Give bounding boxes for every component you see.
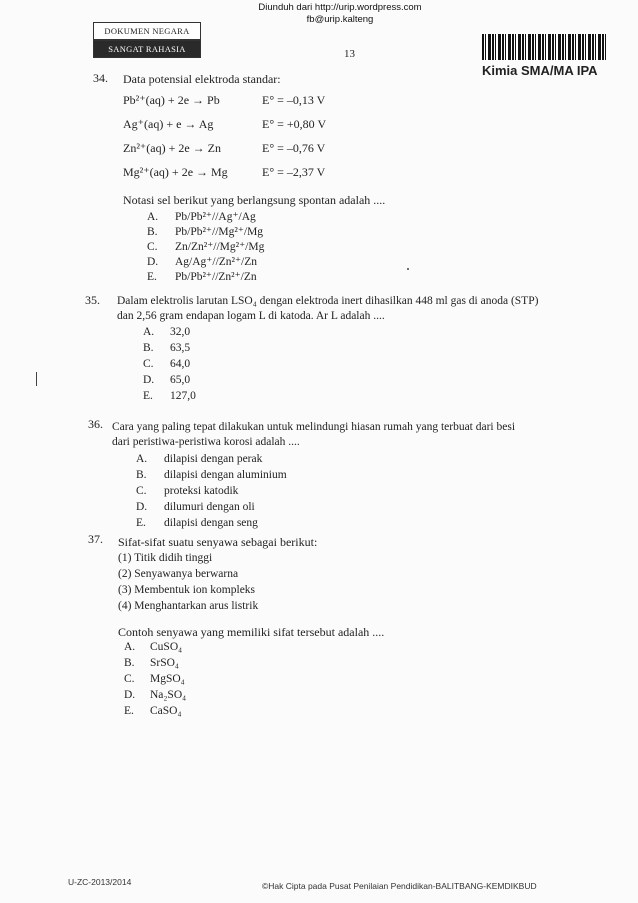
option-text: CuSO₄ [150,641,183,653]
option-letter: C. [136,485,147,497]
option-letter: D. [147,256,159,268]
footer-code: U-ZC-2013/2014 [68,877,132,887]
option-letter: E. [143,390,153,402]
question-37-prompt: Contoh senyawa yang memiliki sifat tersebut adalah .... [118,625,385,639]
option-text: dilapisi dengan perak [164,453,263,465]
option-letter: B. [147,226,158,238]
question-35-line-1: Dalam elektrolis larutan LSO₄ dengan elektroda inert dihasilkan 448 ml gas di anoda (STP) [117,295,539,307]
option-text: proteksi katodik [164,485,239,497]
option-letter: C. [143,358,154,370]
option-text: 65,0 [170,374,191,386]
reaction-right: E° = –0,13 V [262,93,326,107]
option-text: CaSO₄ [150,705,182,717]
option-text: Na₂SO₄ [150,689,187,701]
option-text: dilumuri dengan oli [164,501,255,513]
question-36-line-2: dari peristiwa-peristiwa korosi adalah .... [112,436,300,448]
reaction-left: Ag⁺(aq) + e → Ag [123,117,214,131]
question-34-stem: Data potensial elektroda standar: [123,72,281,86]
question-34-prompt: Notasi sel berikut yang berlangsung spontan adalah .... [123,193,386,207]
scan-speck [407,268,409,270]
option-text: Pb/Pb²⁺//Ag⁺/Ag [175,211,256,223]
question-number-37: 37. [88,532,103,546]
reaction-left: Pb²⁺(aq) + 2e → Pb [123,93,220,107]
option-letter: A. [124,641,136,653]
option-text: dilapisi dengan aluminium [164,469,287,481]
question-37-stem: Sifat-sifat suatu senyawa sebagai berikut: [118,535,318,549]
option-letter: B. [136,469,147,481]
option-text: Pb/Pb²⁺//Mg²⁺/Mg [175,226,264,238]
option-letter: B. [143,342,154,354]
option-text: dilapisi dengan seng [164,517,258,529]
footer-copyright: ©Hak Cipta pada Pusat Penilaian Pendidikan-BALITBANG-KEMDIKBUD [262,881,537,891]
option-text: Zn/Zn²⁺//Mg²⁺/Mg [175,241,265,253]
option-text: 32,0 [170,326,191,338]
reaction-left: Zn²⁺(aq) + 2e → Zn [123,141,222,155]
classification-stamp-bottom: SANGAT RAHASIA [93,40,201,58]
option-text: 127,0 [170,390,196,402]
classification-stamp-top: DOKUMEN NEGARA [93,22,201,40]
margin-mark [36,372,37,386]
option-text: Pb/Pb²⁺//Zn²⁺/Zn [175,271,257,283]
option-letter: D. [136,501,148,513]
source-line-2: fb@urip.kalteng [306,14,374,25]
option-letter: C. [124,673,135,685]
question-35-line-2: dan 2,56 gram endapan logam L di katoda. Ar L adalah .... [117,310,385,322]
option-text: 63,5 [170,342,191,354]
source-line-1: Diunduh dari http://urip.wordpress.com [258,2,422,13]
barcode [482,34,606,60]
option-letter: D. [124,689,136,701]
question-36-line-1: Cara yang paling tepat dilakukan untuk melindungi hiasan rumah yang terbuat dari besi [112,421,516,433]
option-letter: A. [136,453,148,465]
option-text: MgSO₄ [150,673,185,685]
reaction-left: Mg²⁺(aq) + 2e → Mg [123,165,228,179]
option-text: 64,0 [170,358,191,370]
question-number-36: 36. [88,417,103,431]
page-number: 13 [344,48,355,60]
option-letter: A. [143,326,155,338]
option-letter: E. [136,517,146,529]
question-number-34: 34. [93,71,108,85]
reaction-right: E° = +0,80 V [262,117,327,131]
option-text: Ag/Ag⁺//Zn²⁺/Zn [175,256,258,268]
option-letter: A. [147,211,159,223]
subject-title: Kimia SMA/MA IPA [482,63,598,78]
option-letter: C. [147,241,158,253]
reaction-right: E° = –2,37 V [262,165,326,179]
property-item: (2) Senyawanya berwarna [118,568,239,580]
option-text: SrSO₄ [150,657,179,669]
question-number-35: 35. [85,293,100,307]
option-letter: D. [143,374,155,386]
option-letter: E. [147,271,157,283]
option-letter: E. [124,705,134,717]
option-letter: B. [124,657,135,669]
property-item: (4) Menghantarkan arus listrik [118,600,259,612]
property-item: (1) Titik didih tinggi [118,552,213,564]
reaction-right: E° = –0,76 V [262,141,326,155]
property-item: (3) Membentuk ion kompleks [118,584,256,596]
